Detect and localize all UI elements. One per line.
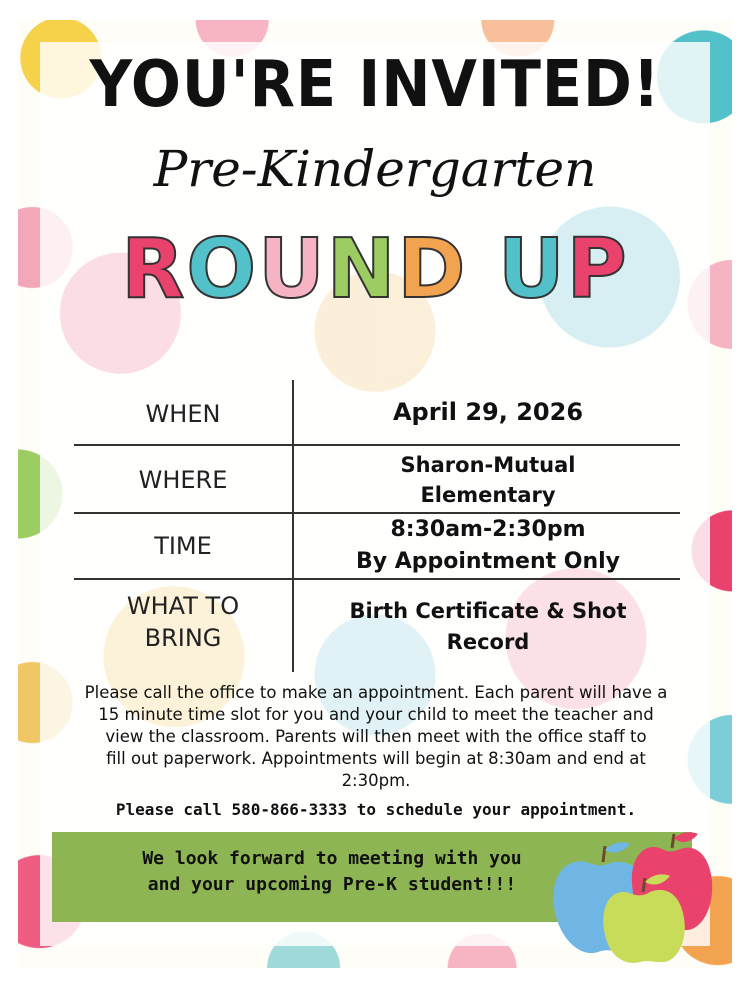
- instruction-line: 2:30pm.: [341, 771, 411, 790]
- instruction-line: 15 minute time slot for you and your child to meet the teacher and: [98, 705, 654, 724]
- closing-line: and your upcoming Pre-K student!!!: [147, 874, 517, 895]
- value-where: [296, 450, 680, 510]
- label-what-to-bring: [74, 590, 292, 654]
- label-time: TIME: [154, 532, 212, 560]
- round-up-letter: R: [121, 222, 187, 317]
- value-time-line: By Appointment Only: [355, 549, 621, 574]
- round-up-letter: U: [258, 222, 327, 317]
- label-where: WHERE: [138, 466, 228, 494]
- round-up-letter: P: [566, 222, 629, 317]
- round-up-letter: O: [186, 222, 259, 317]
- value-where-line: Sharon-Mutual: [400, 453, 576, 477]
- round-up-letter: D: [397, 222, 468, 317]
- value-where-line: Elementary: [420, 483, 556, 507]
- details-table: [74, 380, 680, 672]
- round-up-letter: N: [326, 222, 398, 317]
- instructions-paragraph: [44, 682, 708, 792]
- table-divider-vertical: [292, 380, 294, 672]
- label-when: WHEN: [145, 400, 221, 428]
- round-up-letter: [467, 222, 498, 317]
- table-divider: [74, 578, 680, 580]
- value-bring-line: Birth Certificate & Shot: [349, 599, 627, 623]
- value-time: [296, 514, 680, 578]
- instruction-line: fill out paperwork. Appointments will begin at 8:30am and end at: [106, 749, 646, 768]
- label-line: WHAT TO: [126, 592, 240, 620]
- title-invited: YOU'RE INVITED!: [89, 48, 661, 122]
- title-pre-kindergarten: Pre-Kindergarten: [153, 140, 597, 198]
- round-up-letter: U: [498, 222, 567, 317]
- value-what-to-bring: [296, 596, 680, 658]
- phone-call-line: Please call 580-866-3333 to schedule your appointment.: [115, 800, 637, 819]
- value-bring-line: Record: [446, 630, 530, 654]
- label-line: BRING: [144, 624, 222, 652]
- value-time-line: 8:30am-2:30pm: [390, 517, 586, 542]
- instruction-line: Please call the office to make an appointment. Each parent will have a: [84, 683, 668, 702]
- closing-line: We look forward to meeting with you: [142, 848, 522, 869]
- closing-message: [52, 846, 612, 898]
- apples-icon: [548, 830, 718, 965]
- title-round-up: [0, 222, 750, 317]
- table-divider: [74, 444, 680, 446]
- value-when: April 29, 2026: [392, 398, 584, 426]
- instruction-line: view the classroom. Parents will then meet with the office staff to: [105, 727, 647, 746]
